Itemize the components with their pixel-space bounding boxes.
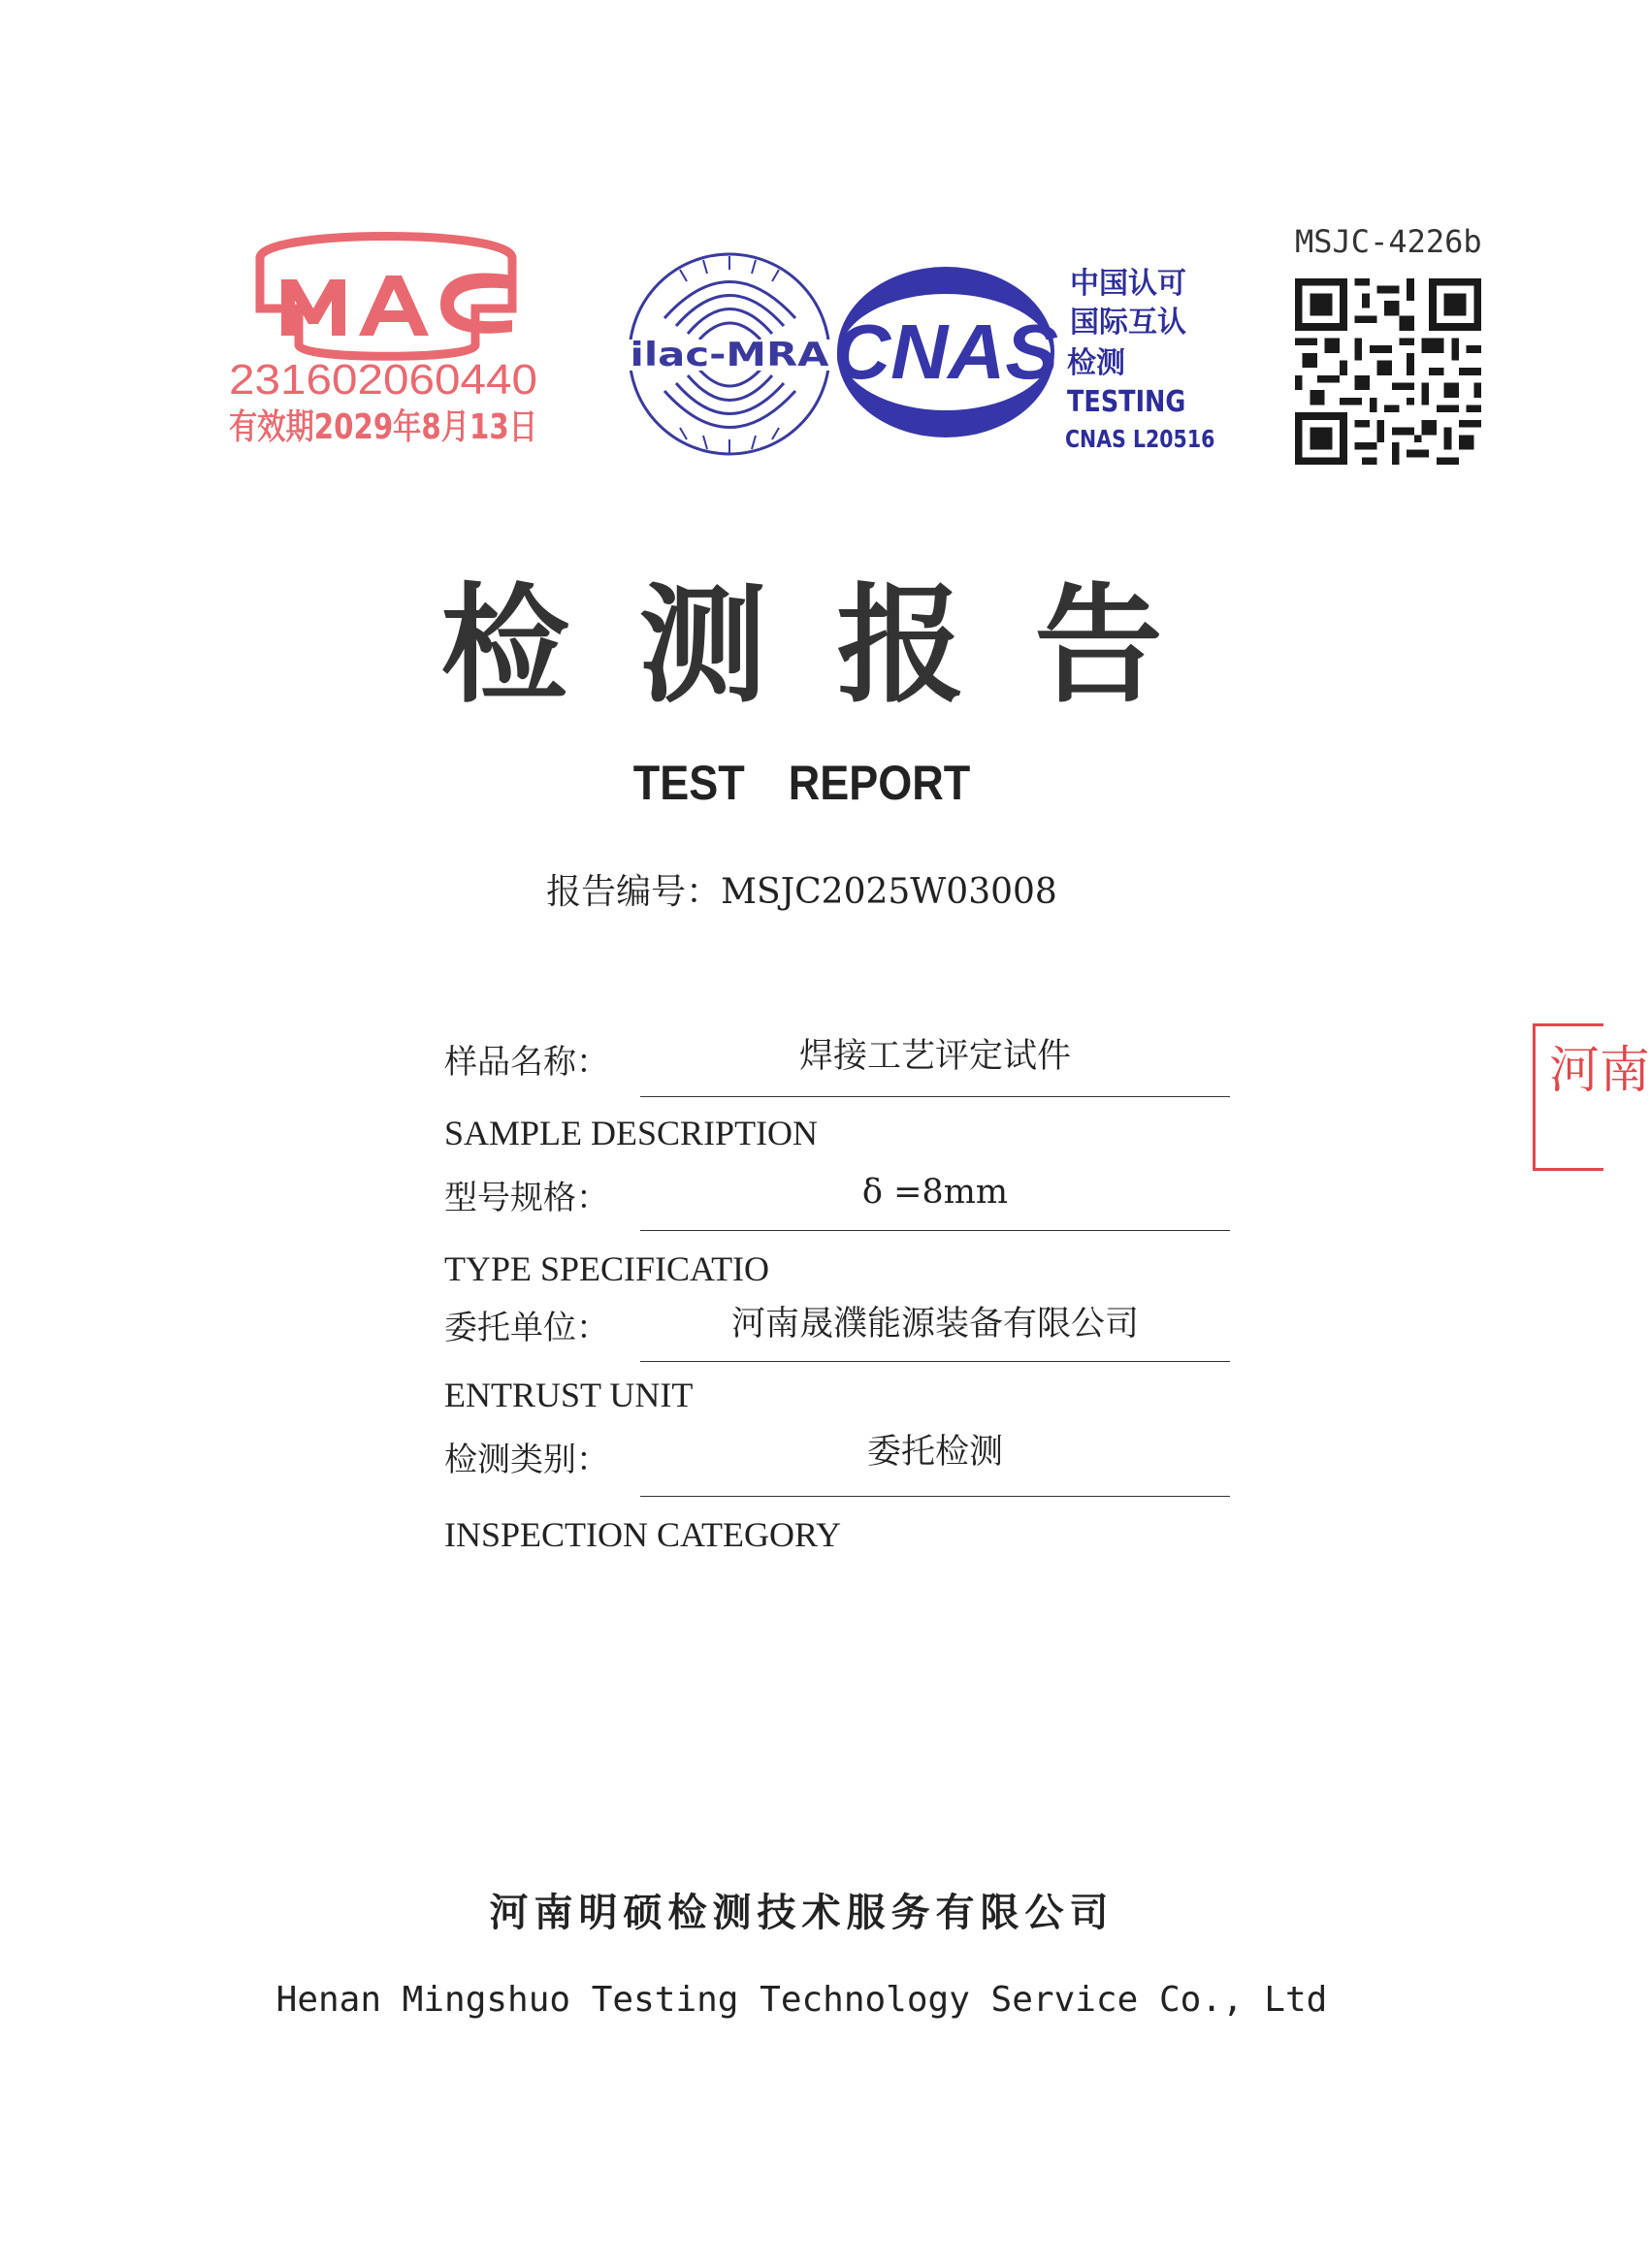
cnas-testing-cn: 检测	[1067, 346, 1125, 380]
type-spec-value: δ =8mm	[861, 1173, 1009, 1212]
sample-name-value: 焊接工艺评定试件	[798, 1037, 1071, 1076]
entrust-unit-underline	[640, 1361, 1230, 1362]
sample-name-label: 样品名称：	[444, 1043, 609, 1082]
cma-certification-mark	[221, 219, 609, 462]
company-name-cn: 河南明硕检测技术服务有限公司	[489, 1890, 1115, 1935]
document-code: MSJC-4226b	[1295, 223, 1482, 260]
inspection-category-label: 检测类别：	[444, 1441, 609, 1479]
cnas-china-accreditation: 中国认可	[1070, 267, 1186, 301]
company-name-en: Henan Mingshuo Testing Technology Service Co., Ltd	[275, 1980, 1328, 2020]
entrust-unit-value: 河南晟濮能源装备有限公司	[730, 1305, 1139, 1344]
inspection-category-underline	[640, 1496, 1230, 1497]
edge-seal-text: 河南	[1549, 1042, 1650, 1100]
entrust-unit-label-en: ENTRUST UNIT	[444, 1376, 694, 1414]
cnas-logo	[834, 260, 1067, 444]
ilac-mra-text: ilac-MRA	[630, 336, 830, 374]
inspection-category-value: 委托检测	[866, 1433, 1003, 1472]
report-title-cn: 检测报告	[440, 570, 1233, 721]
sample-name-underline	[640, 1096, 1230, 1097]
edge-seal-stamp	[1533, 1023, 1650, 1171]
cnas-international-recognition: 国际互认	[1070, 306, 1186, 340]
report-number: 报告编号：MSJC2025W03008	[546, 872, 1057, 912]
cnas-logo-text: CNAS	[833, 308, 1058, 395]
ilac-mra-logo	[626, 250, 834, 459]
qr-code	[1295, 276, 1481, 467]
type-spec-underline	[640, 1230, 1230, 1231]
report-title-en: TEST REPORT	[632, 756, 971, 810]
cnas-testing-en: TESTING	[1067, 385, 1186, 419]
cma-validity: 有效期2029年8月13日	[229, 407, 609, 447]
entrust-unit-label: 委托单位：	[444, 1309, 609, 1347]
inspection-category-label-en: INSPECTION CATEGORY	[444, 1515, 842, 1554]
type-specification-label: TYPE SPECIFICATIO	[444, 1249, 770, 1288]
cnas-number: CNAS L20516	[1065, 425, 1215, 453]
cma-number: 231602060440	[229, 356, 537, 404]
type-spec-label: 型号规格：	[444, 1179, 609, 1217]
sample-description-label: SAMPLE DESCRIPTION	[444, 1114, 819, 1152]
